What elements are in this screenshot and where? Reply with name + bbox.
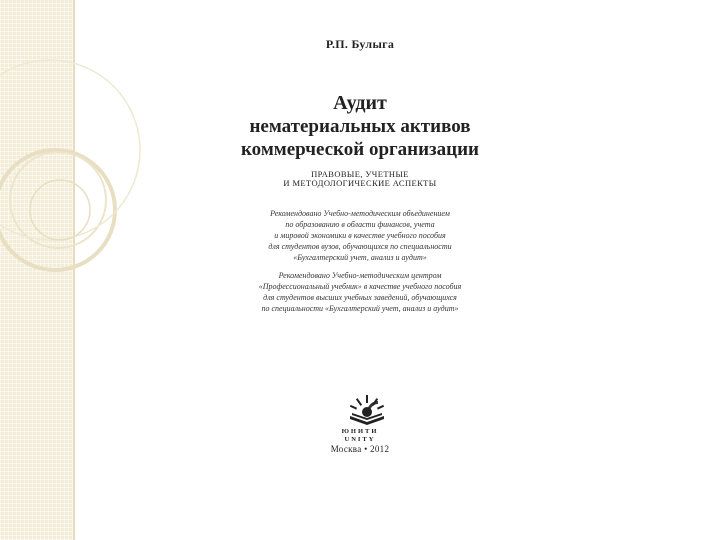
author-name: Р.П. Булыга [325, 37, 395, 51]
recommendation-2-line-1: Рекомендовано Учебно-методическим центром [278, 271, 442, 280]
recommendation-2-line-4: по специальности «Бухгалтерский учет, анализ и аудит» [261, 304, 459, 313]
recommendation-1-line-4: для студентов вузов, обучающихся по специальности [268, 242, 452, 251]
recommendation-1-line-1: Рекомендовано Учебно-методическим объединением [270, 209, 450, 218]
book-title-line-3: коммерческой организации [240, 139, 480, 160]
book-title-line-2: нематериальных активов [249, 116, 471, 137]
recommendation-2-line-3: для студентов высших учебных заведений, обучающихся [263, 293, 457, 302]
recommendation-2-line-2: «Профессиональный учебник» в качестве учебного пособия [258, 282, 462, 291]
book-title-line-1: Аудит [333, 92, 387, 114]
publisher-name-en: UNITY [344, 436, 376, 443]
subtitle-line-2: И МЕТОДОЛОГИЧЕСКИЕ АСПЕКТЫ [283, 178, 437, 188]
publication-city-year: Москва • 2012 [330, 444, 390, 454]
recommendation-1-line-2: по образованию в области финансов, учета [285, 220, 435, 229]
recommendation-1-line-3: и мировой экономики в качестве учебного пособия [274, 231, 446, 240]
recommendation-1-line-5: «Бухгалтерский учет, анализ и аудит» [293, 253, 427, 262]
publisher-name-ru: ЮНИТИ [341, 428, 379, 435]
subtitle-line-1: ПРАВОВЫЕ, УЧЕТНЫЕ [311, 169, 409, 179]
